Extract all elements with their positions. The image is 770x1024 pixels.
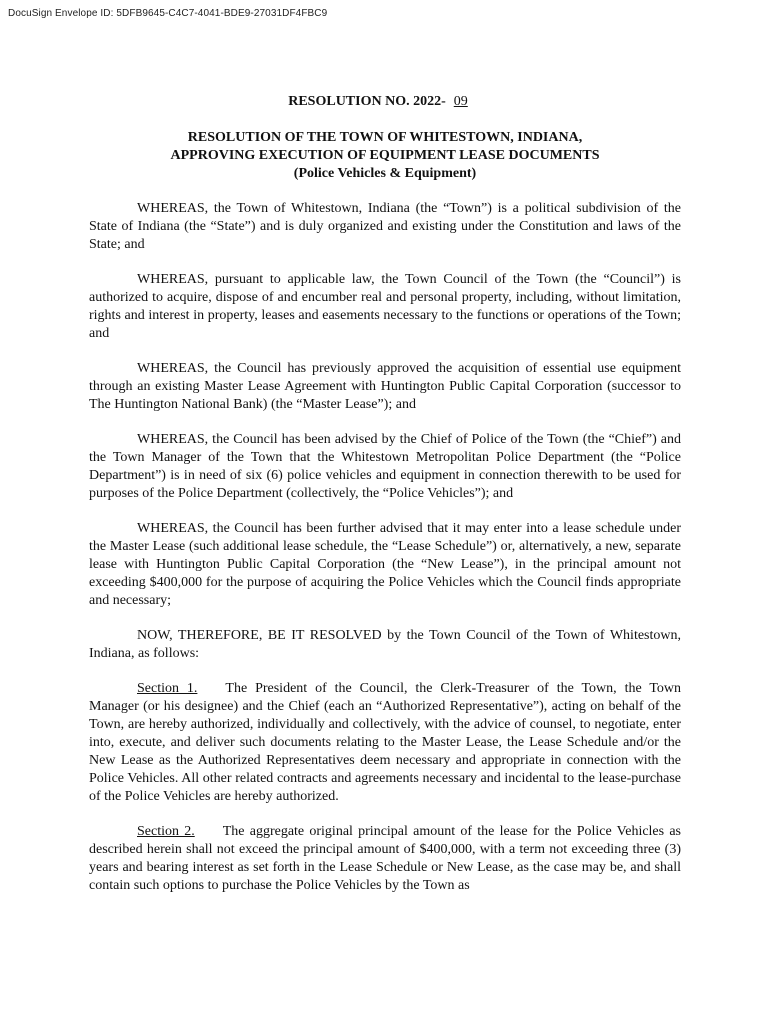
section-2-label: Section 2. <box>137 824 195 839</box>
whereas-paragraph-2: WHEREAS, pursuant to applicable law, the Town Council of the Town (the “Council”) is authorized to acquire, dispose of and encumber real and personal property, including, without limitation, rights and interest in property, leases and easements necessary to the functions or operations of the Town; and <box>89 272 681 341</box>
title-line-2: APPROVING EXECUTION OF EQUIPMENT LEASE DOCUMENTS <box>170 148 600 163</box>
resolution-number-value: 09 <box>453 94 468 109</box>
section-1-text: The President of the Council, the Clerk-Treasurer of the Town, the Town Manager (or his designee) and the Chief (each an “Authorized Representative”), acting on behalf of the Town, are hereby authorized, individually and collectively, with the advice of counsel, to negotiate, enter into, execute, and deliver such documents relating to the Master Lease, the Lease Schedule and/or the New Lease as the Authorized Representatives deem necessary and appropriate in connection with the Police Vehicles. All other related contracts and agreements necessary and incidental to the lease-purchase of the Police Vehicles are hereby authorized. <box>89 681 682 804</box>
docusign-envelope-id: DocuSign Envelope ID: 5DFB9645-C4C7-4041-BDE9-27031DF4FBC9 <box>8 8 328 19</box>
resolution-body <box>89 200 681 912</box>
resolution-prefix: RESOLUTION NO. 2022- <box>288 94 446 109</box>
title-line-1: RESOLUTION OF THE TOWN OF WHITESTOWN, INDIANA, <box>187 130 583 145</box>
whereas-paragraph-5: WHEREAS, the Council has been further advised that it may enter into a lease schedule under the Master Lease (such additional lease schedule, the “Lease Schedule”) or, alternatively, a new, separate lease with Huntington Public Capital Corporation (the “New Lease”), in the principal amount not exceeding $400,000 for the purpose of acquiring the Police Vehicles which the Council finds appropriate and necessary; <box>89 521 681 608</box>
section-1-label: Section 1. <box>137 681 198 696</box>
resolution-title <box>89 129 681 183</box>
resolution-number <box>89 94 681 110</box>
section-2 <box>89 823 681 895</box>
whereas-paragraph-4: WHEREAS, the Council has been advised by the Chief of Police of the Town (the “Chief”) and the Town Manager of the Town that the Whitestown Metropolitan Police Department (the “Police Department”) is in need of six (6) police vehicles and equipment in connection therewith to be used for purposes of the Police Department (collectively, the “Police Vehicles”); and <box>89 432 681 501</box>
section-2-text: The aggregate original principal amount of the lease for the Police Vehicles as described herein shall not exceed the principal amount of $400,000, with a term not exceeding three (3) years and bearing interest as set forth in the Lease Schedule or New Lease, as the case may be, and shall contain such options to purchase the Police Vehicles by the Town as <box>89 824 681 893</box>
section-1 <box>89 680 681 806</box>
whereas-paragraph-1: WHEREAS, the Town of Whitestown, Indiana (the “Town”) is a political subdivision of the State of Indiana (the “State”) and is duly organized and existing under the Constitution and laws of the State; and <box>89 201 681 252</box>
resolved-paragraph: NOW, THEREFORE, BE IT RESOLVED by the Town Council of the Town of Whitestown, Indiana, as follows: <box>89 628 681 661</box>
whereas-paragraph-3: WHEREAS, the Council has previously approved the acquisition of essential use equipment through an existing Master Lease Agreement with Huntington Public Capital Corporation (successor to The Huntington National Bank) (the “Master Lease”); and <box>89 361 681 412</box>
title-line-3: (Police Vehicles & Equipment) <box>293 166 477 181</box>
